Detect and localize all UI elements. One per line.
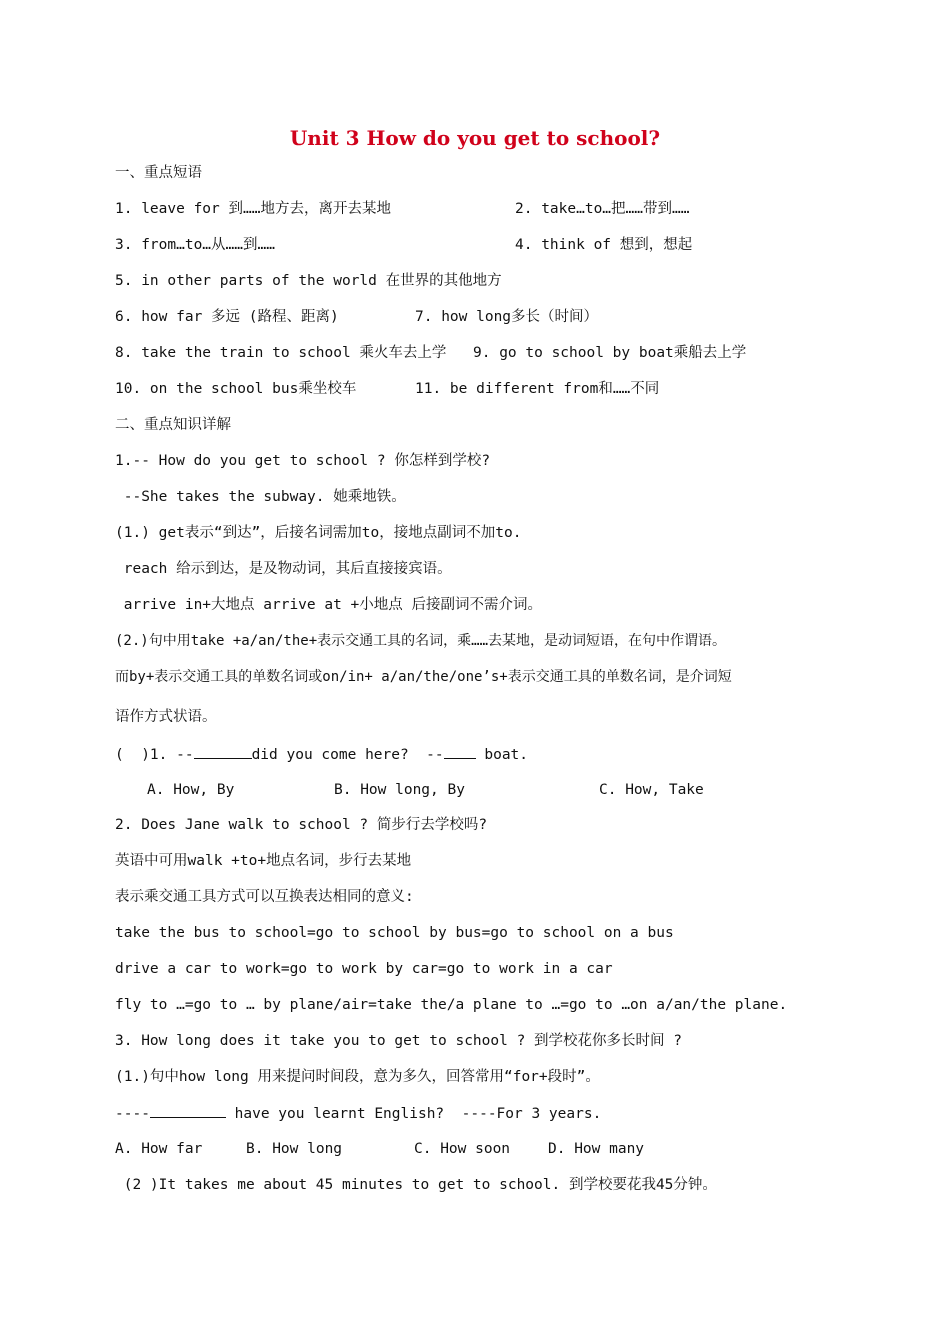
text-line: 3. How long does it take you to get to school ? 到学校花你多长时间 ? xyxy=(115,1033,682,1049)
option-a: A. How, By xyxy=(147,782,235,798)
phrase-item: 3. from…to…从……到…… xyxy=(115,237,275,253)
text-line: (1.) get表示“到达”，后接名词需加to，接地点副词不加to. xyxy=(115,525,522,541)
question-prefix: ---- xyxy=(115,1106,150,1122)
option-b: B. How long xyxy=(246,1141,343,1157)
text-line: (2.)句中用take +a/an/the+表示交通工具的名词，乘……去某地，是动词短语，在句中作谓语。 xyxy=(115,633,727,649)
phrase-item: 7. how long多长（时间） xyxy=(415,309,599,325)
phrase-item: 1. leave for 到……地方去，离开去某地 xyxy=(115,201,391,217)
question-suffix: have you learnt English? ----For 3 years. xyxy=(225,1106,602,1122)
question-middle: did you come here? -- xyxy=(251,747,444,763)
answer-blank[interactable] xyxy=(194,744,252,759)
exercise-question-1 xyxy=(115,744,528,765)
phrase-item: 6. how far 多远 (路程、距离) xyxy=(115,309,339,325)
text-line: 语作方式状语。 xyxy=(115,709,217,725)
question-suffix: boat. xyxy=(475,747,529,763)
phrase-item: 9. go to school by boat乘船去上学 xyxy=(473,345,747,361)
text-line: 而by+表示交通工具的单数名词或on/in+ a/an/the/one’s+表示交通工具的单数名词，是介词短 xyxy=(115,669,732,685)
phrase-item: 8. take the train to school 乘火车去上学 xyxy=(115,345,447,361)
option-c: C. How soon xyxy=(414,1141,511,1157)
text-line: take the bus to school=go to school by bus=go to school on a bus xyxy=(115,925,674,941)
page-title: Unit 3 How do you get to school? xyxy=(289,126,661,150)
phrase-item: 5. in other parts of the world 在世界的其他地方 xyxy=(115,273,502,289)
text-line: reach 给示到达，是及物动词，其后直接接宾语。 xyxy=(115,561,452,577)
text-line: 表示乘交通工具方式可以互换表达相同的意义: xyxy=(115,889,414,905)
option-a: A. How far xyxy=(115,1141,203,1157)
text-line: 1.-- How do you get to school ? 你怎样到学校? xyxy=(115,453,491,469)
text-line: drive a car to work=go to work by car=go to work in a car xyxy=(115,961,613,977)
exercise-question-2 xyxy=(115,1103,601,1124)
answer-blank[interactable] xyxy=(150,1103,226,1118)
option-d: D. How many xyxy=(548,1141,645,1157)
phrase-item: 2. take…to…把……带到…… xyxy=(515,201,690,217)
text-line: (2 )It takes me about 45 minutes to get to school. 到学校要花我45分钟。 xyxy=(115,1177,717,1193)
text-line: fly to …=go to … by plane/air=take the/a plane to …=go to …on a/an/the plane. xyxy=(115,997,788,1013)
text-line: --She takes the subway. 她乘地铁。 xyxy=(115,489,406,505)
option-c: C. How, Take xyxy=(599,782,704,798)
text-line: 英语中可用walk +to+地点名词，步行去某地 xyxy=(115,853,412,869)
text-line: 2. Does Jane walk to school ? 简步行去学校吗? xyxy=(115,817,488,833)
section-heading-knowledge: 二、重点知识详解 xyxy=(115,417,231,433)
section-heading-phrases: 一、重点短语 xyxy=(115,165,202,181)
text-line: (1.)句中how long 用来提问时间段，意为多久，回答常用“for+段时”。 xyxy=(115,1069,600,1085)
text-line: arrive in+大地点 arrive at +小地点 后接副词不需介词。 xyxy=(115,597,543,613)
phrase-item: 4. think of 想到，想起 xyxy=(515,237,693,253)
answer-blank[interactable] xyxy=(444,744,476,759)
phrase-item: 10. on the school bus乘坐校车 xyxy=(115,381,357,397)
question-prefix: ( )1. -- xyxy=(115,747,194,763)
option-b: B. How long, By xyxy=(334,782,465,798)
phrase-item: 11. be different from和……不同 xyxy=(415,381,660,397)
